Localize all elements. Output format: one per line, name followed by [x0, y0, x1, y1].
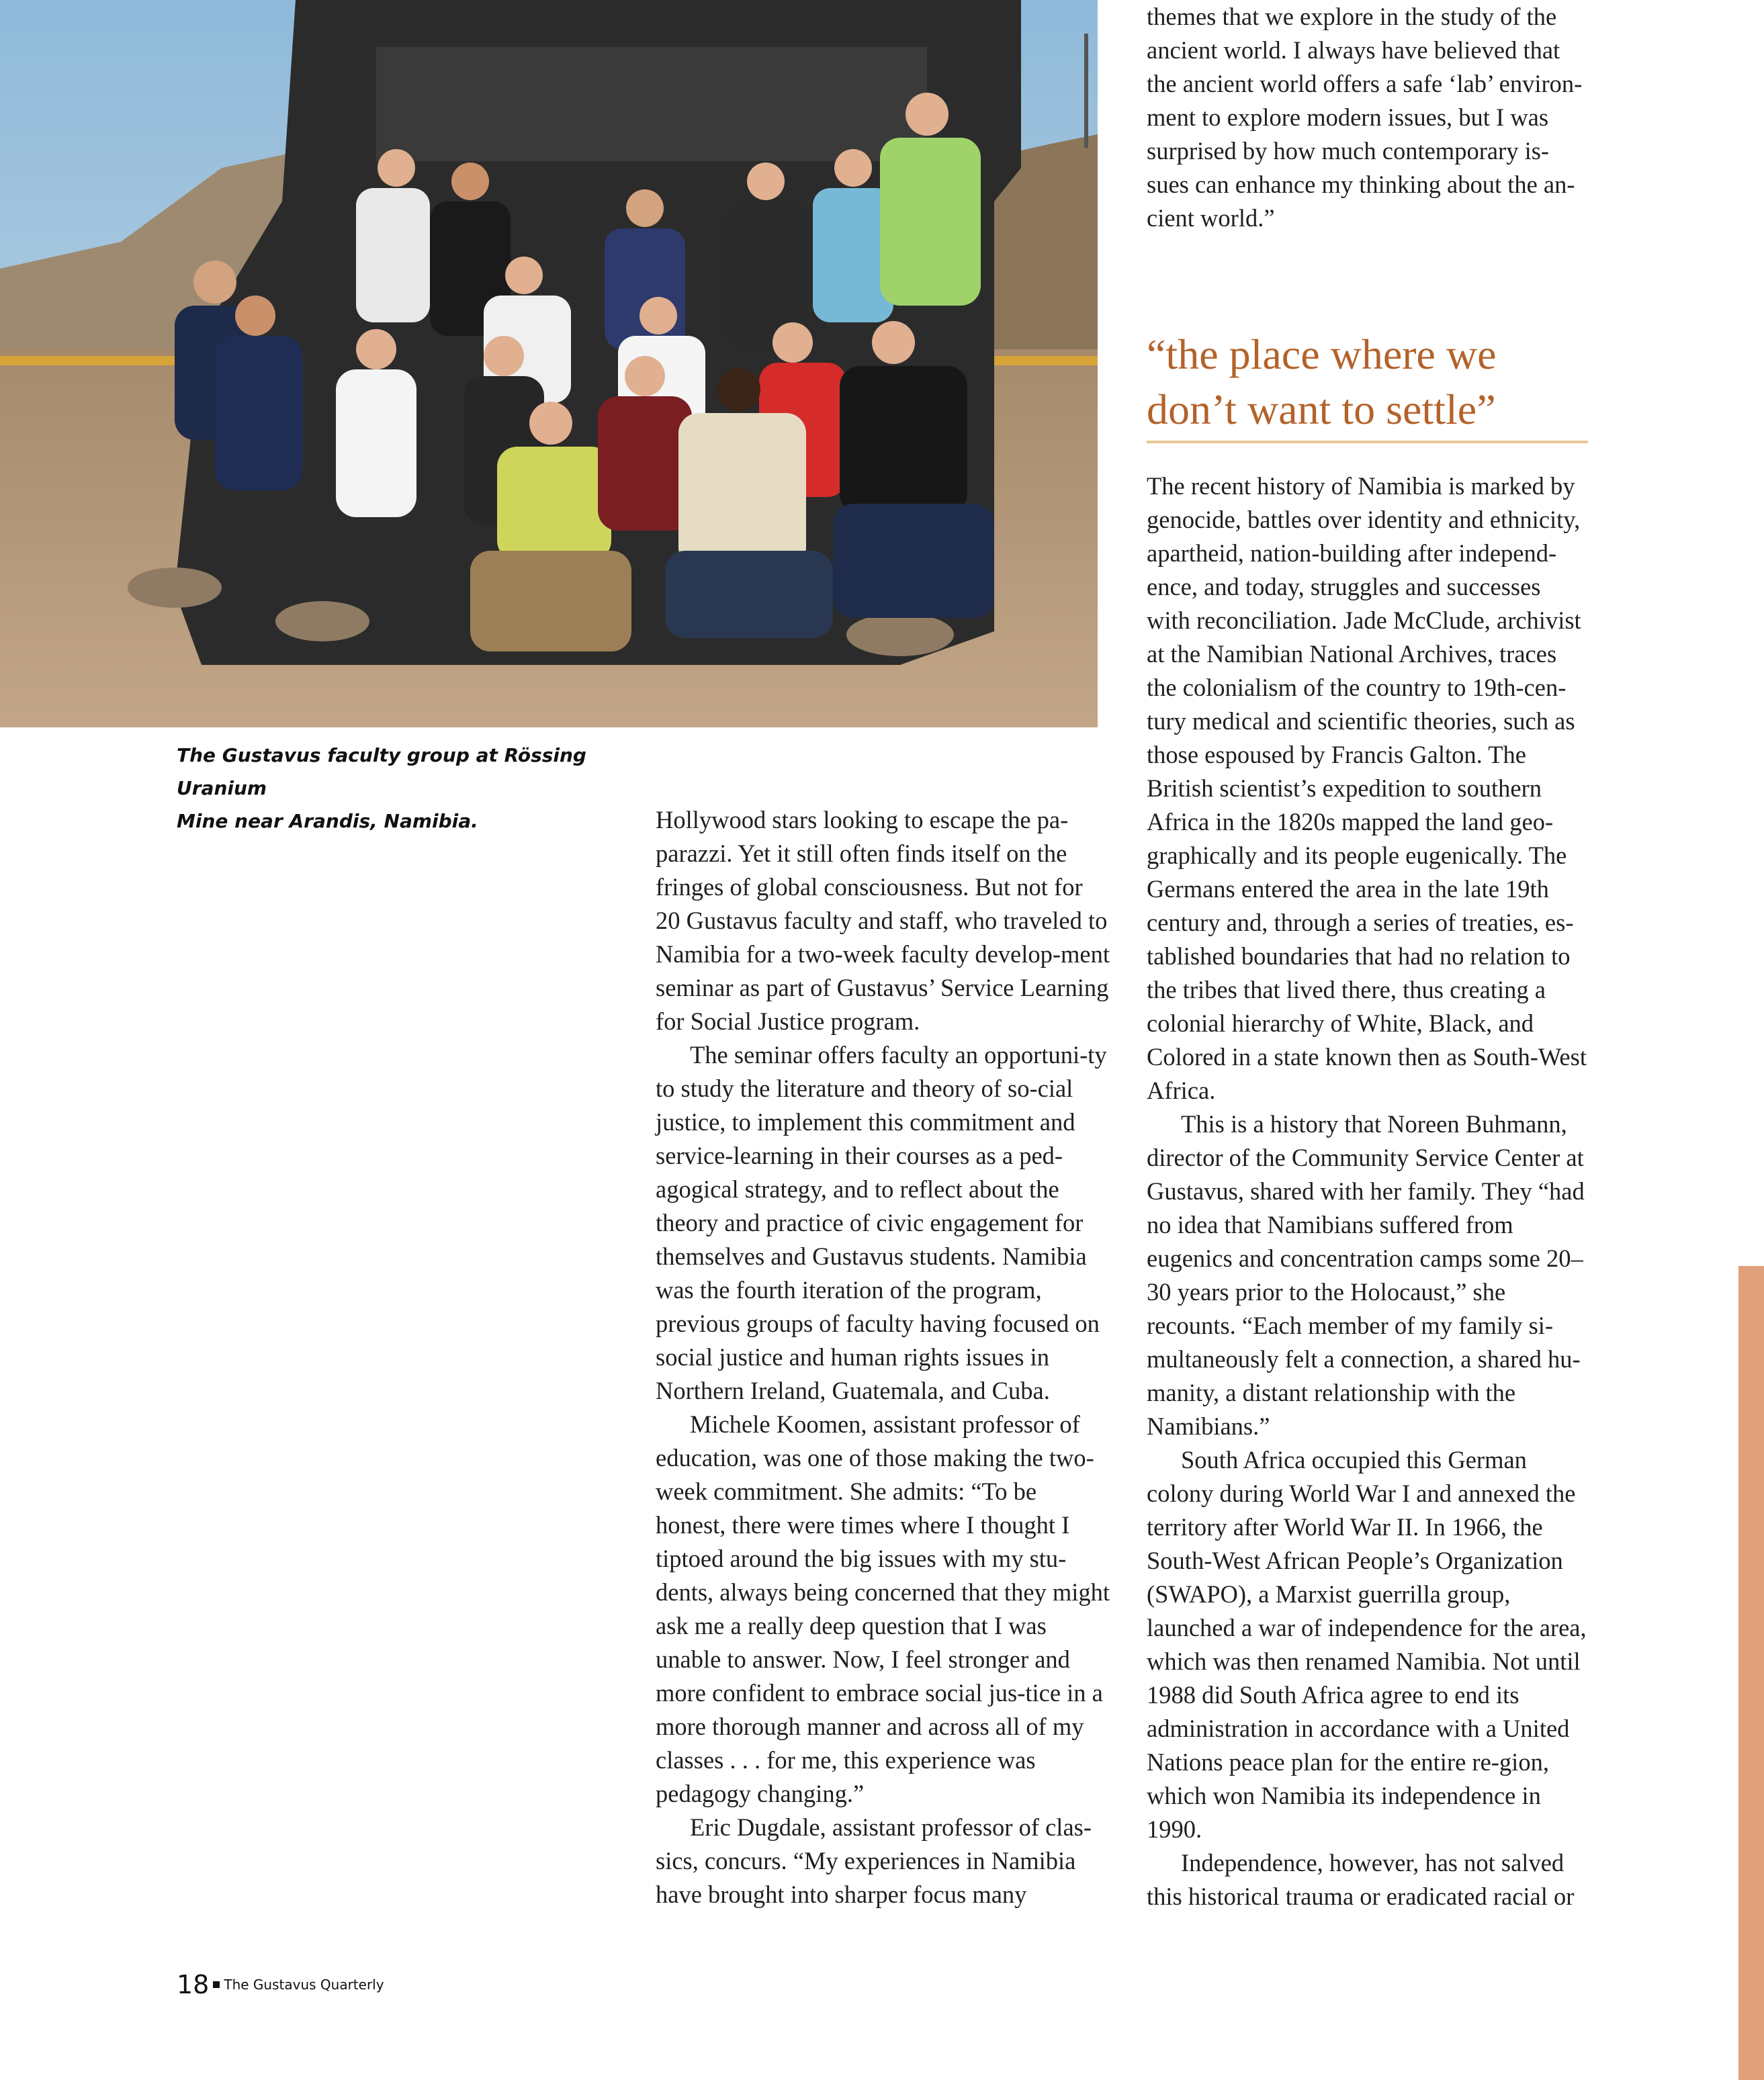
article-column-right-top [1147, 0, 1590, 235]
page-number: 18 [177, 1970, 210, 1999]
heading-line-1: “the place where we [1147, 330, 1497, 378]
bullet-square-icon [213, 1981, 220, 1988]
utility-pole [1084, 34, 1088, 148]
bucket-tooth [275, 601, 369, 641]
article-column-middle [656, 803, 1112, 1911]
paragraph: This is a history that Noreen Buhmann, director of the Community Service Center at Gustavus, shared with her family. They “had no idea that Namibians suffered from eugenics and concentration camps some 20–30 years prior to the Holocaust,” she recounts. “Each member of my family si-multaneously felt a connection, a shared hu-manity, a distant relationship with the Namibians.” [1147, 1110, 1585, 1440]
accent-bar [1738, 1266, 1764, 2080]
section-heading [1147, 327, 1590, 437]
paragraph: Michele Koomen, assistant professor of education, was one of those making the two-week commitment. She admits: “To be honest, there were times where I thought I tiptoed around the big issues with my stu-dents, always being concerned that they might ask me a really deep question that I was unable to answer. Now, I feel stronger and more confident to embrace social jus-tice in a more thorough manner and across all of my classes . . . for me, this experience was pedagogy changing.” [656, 1410, 1110, 1807]
publication-name: The Gustavus Quarterly [224, 1977, 384, 1993]
bucket-tooth [846, 613, 954, 656]
paragraph: Hollywood stars looking to escape the pa-parazzi. Yet it still often finds itself on the fringes of global consciousness. But not for 20 Gustavus faculty and staff, who traveled to Namibia for a two-week faculty develop-ment seminar as part of Gustavus’ Service Learning for Social Justice program. [656, 806, 1110, 1035]
paragraph: South Africa occupied this German colony during World War I and annexed the territory after World War II. In 1966, the South-West African People’s Organization (SWAPO), a Marxist guerrilla group, launched a war of independence for the area, which was then renamed Namibia. Not until 1988 did South Africa agree to end its administration in accordance with a United Nations peace plan for the entire re-gion, which won Namibia its independence in 1990. [1147, 1446, 1587, 1843]
paragraph: The recent history of Namibia is marked by genocide, battles over identity and ethnicity, apartheid, nation-building after independ-ence, and today, struggles and successes with reconciliation. Jade McClude, archivist at the Namibian National Archives, traces the colonialism of the country to 19th-cen-tury medical and scientific theories, such as those espoused by Francis Galton. The British scientist’s expedition to southern Africa in the 1820s mapped the land geo-graphically and its people eugenically. The Germans entered the area in the late 19th century and, through a series of treaties, es-tablished boundaries that had no relation to the tribes that lived there, thus creating a colonial hierarchy of White, Black, and Colored in a state known then as South-West Africa. [1147, 472, 1587, 1104]
bucket-tooth [128, 568, 222, 608]
paragraph: The seminar offers faculty an opportuni-ty to study the literature and theory of so-cial justice, to implement this commitment and service-learning in their courses as a ped-agogical strategy, and to reflect about the theory and practice of civic engagement for themselves and Gustavus students. Namibia was the fourth iteration of the program, previous groups of faculty having focused on social justice and human rights issues in Northern Ireland, Guatemala, and Cuba. [656, 1041, 1107, 1404]
caption-line-1: The Gustavus faculty group at Rössing Uranium [177, 744, 586, 799]
heading-rule [1147, 441, 1588, 443]
caption-line-2: Mine near Arandis, Namibia. [177, 810, 478, 832]
article-column-right [1147, 469, 1590, 1913]
group-photo [0, 0, 1098, 727]
paragraph: Eric Dugdale, assistant professor of clas-sics, concurs. “My experiences in Namibia have brought into sharper focus many [656, 1813, 1092, 1908]
paragraph: themes that we explore in the study of the ancient world. I always have believed that the ancient world offers a safe ‘lab’ environ-ment to explore modern issues, but I was surprised by how much contemporary is-sues can enhance my thinking about the an-cient world.” [1147, 3, 1583, 232]
paragraph: Independence, however, has not salved this historical trauma or eradicated racial or [1147, 1849, 1575, 1910]
photo-illustration [0, 0, 1098, 727]
page-footer [177, 1970, 384, 1999]
heading-line-2: don’t want to settle” [1147, 386, 1496, 433]
bucket-plate [376, 47, 927, 161]
photo-caption [177, 739, 660, 838]
